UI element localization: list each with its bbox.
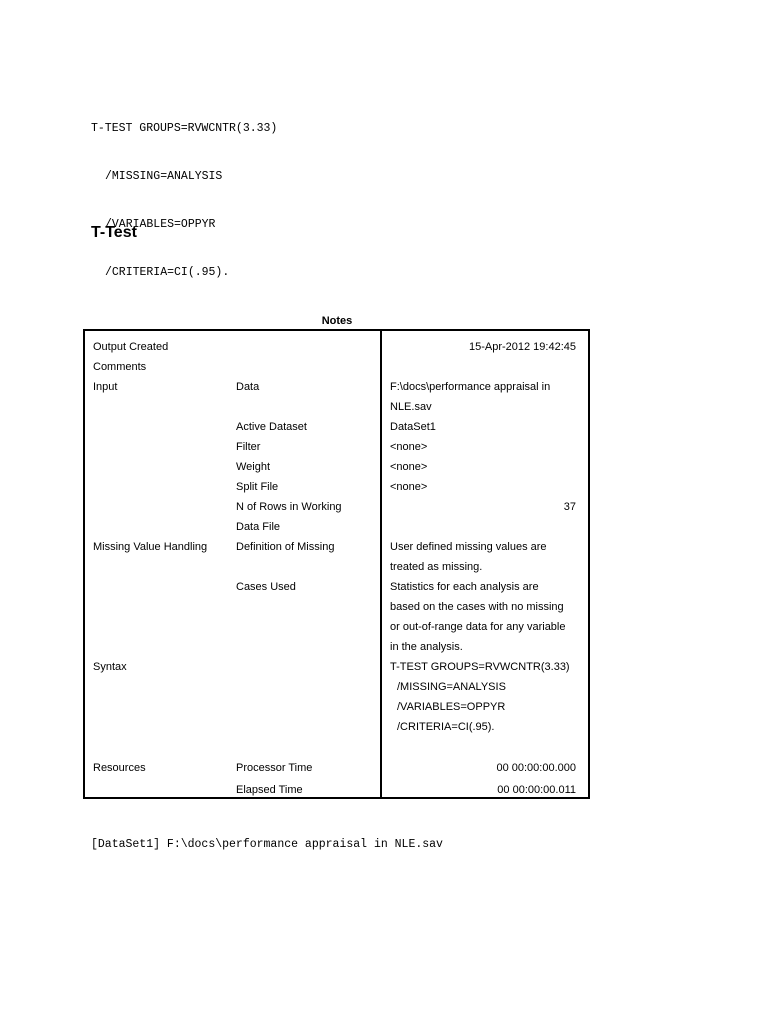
data-value: F:\docs\performance appraisal in [390,381,551,393]
output-created-value: 15-Apr-2012 19:42:45 [468,341,576,353]
sub-label-filter: Filter [236,441,261,453]
n-rows-value: 37 [563,501,576,513]
cases-used-value-continued: based on the cases with no missing [390,601,564,613]
syntax-line: T-TEST GROUPS=RVWCNTR(3.33) [91,122,278,135]
cases-used-value: Statistics for each analysis are [390,581,539,593]
processor-time-value: 00 00:00:00.000 [496,762,576,774]
data-value-continued: NLE.sav [390,401,432,413]
sub-label-n-rows-continued: Data File [236,521,281,533]
row-label-missing-value-handling: Missing Value Handling [93,541,208,553]
row-label-syntax: Syntax [93,661,127,673]
split-file-value: <none> [390,481,428,493]
sub-label-definition-of-missing: Definition of Missing [236,541,335,553]
sub-label-weight: Weight [236,461,271,473]
syntax-value-continued: /MISSING=ANALYSIS [397,681,506,693]
syntax-value: T-TEST GROUPS=RVWCNTR(3.33) [390,661,570,673]
row-label-resources: Resources [93,762,146,774]
active-dataset-value: DataSet1 [390,421,436,433]
elapsed-time-value: 00 00:00:00.011 [497,784,576,796]
active-dataset-line: [DataSet1] F:\docs\performance appraisal in NLE.sav [91,838,443,851]
sub-label-active-dataset: Active Dataset [236,421,307,433]
row-label-input: Input [93,381,118,393]
table-column-divider [380,331,382,797]
sub-label-n-rows: N of Rows in Working [236,501,342,513]
filter-value: <none> [390,441,428,453]
syntax-command-block [91,89,277,297]
section-heading: T-Test [91,224,137,241]
row-label-comments: Comments [93,361,147,373]
sub-label-processor-time: Processor Time [236,762,313,774]
weight-value: <none> [390,461,428,473]
syntax-line: /MISSING=ANALYSIS [105,170,223,183]
syntax-value-continued: /VARIABLES=OPPYR [397,701,506,713]
syntax-line: /VARIABLES=OPPYR [105,218,216,231]
notes-table-title: Notes [321,315,353,327]
row-label-output-created: Output Created [93,341,169,353]
definition-of-missing-value: User defined missing values are [390,541,547,553]
sub-label-data: Data [236,381,260,393]
notes-table [83,329,590,799]
sub-label-elapsed-time: Elapsed Time [236,784,303,796]
syntax-line: /CRITERIA=CI(.95). [105,266,230,279]
definition-of-missing-value-continued: treated as missing. [390,561,483,573]
syntax-value-continued: /CRITERIA=CI(.95). [397,721,495,733]
cases-used-value-continued: in the analysis. [390,641,463,653]
sub-label-cases-used: Cases Used [236,581,296,593]
cases-used-value-continued: or out-of-range data for any variable [390,621,566,633]
sub-label-split-file: Split File [236,481,279,493]
